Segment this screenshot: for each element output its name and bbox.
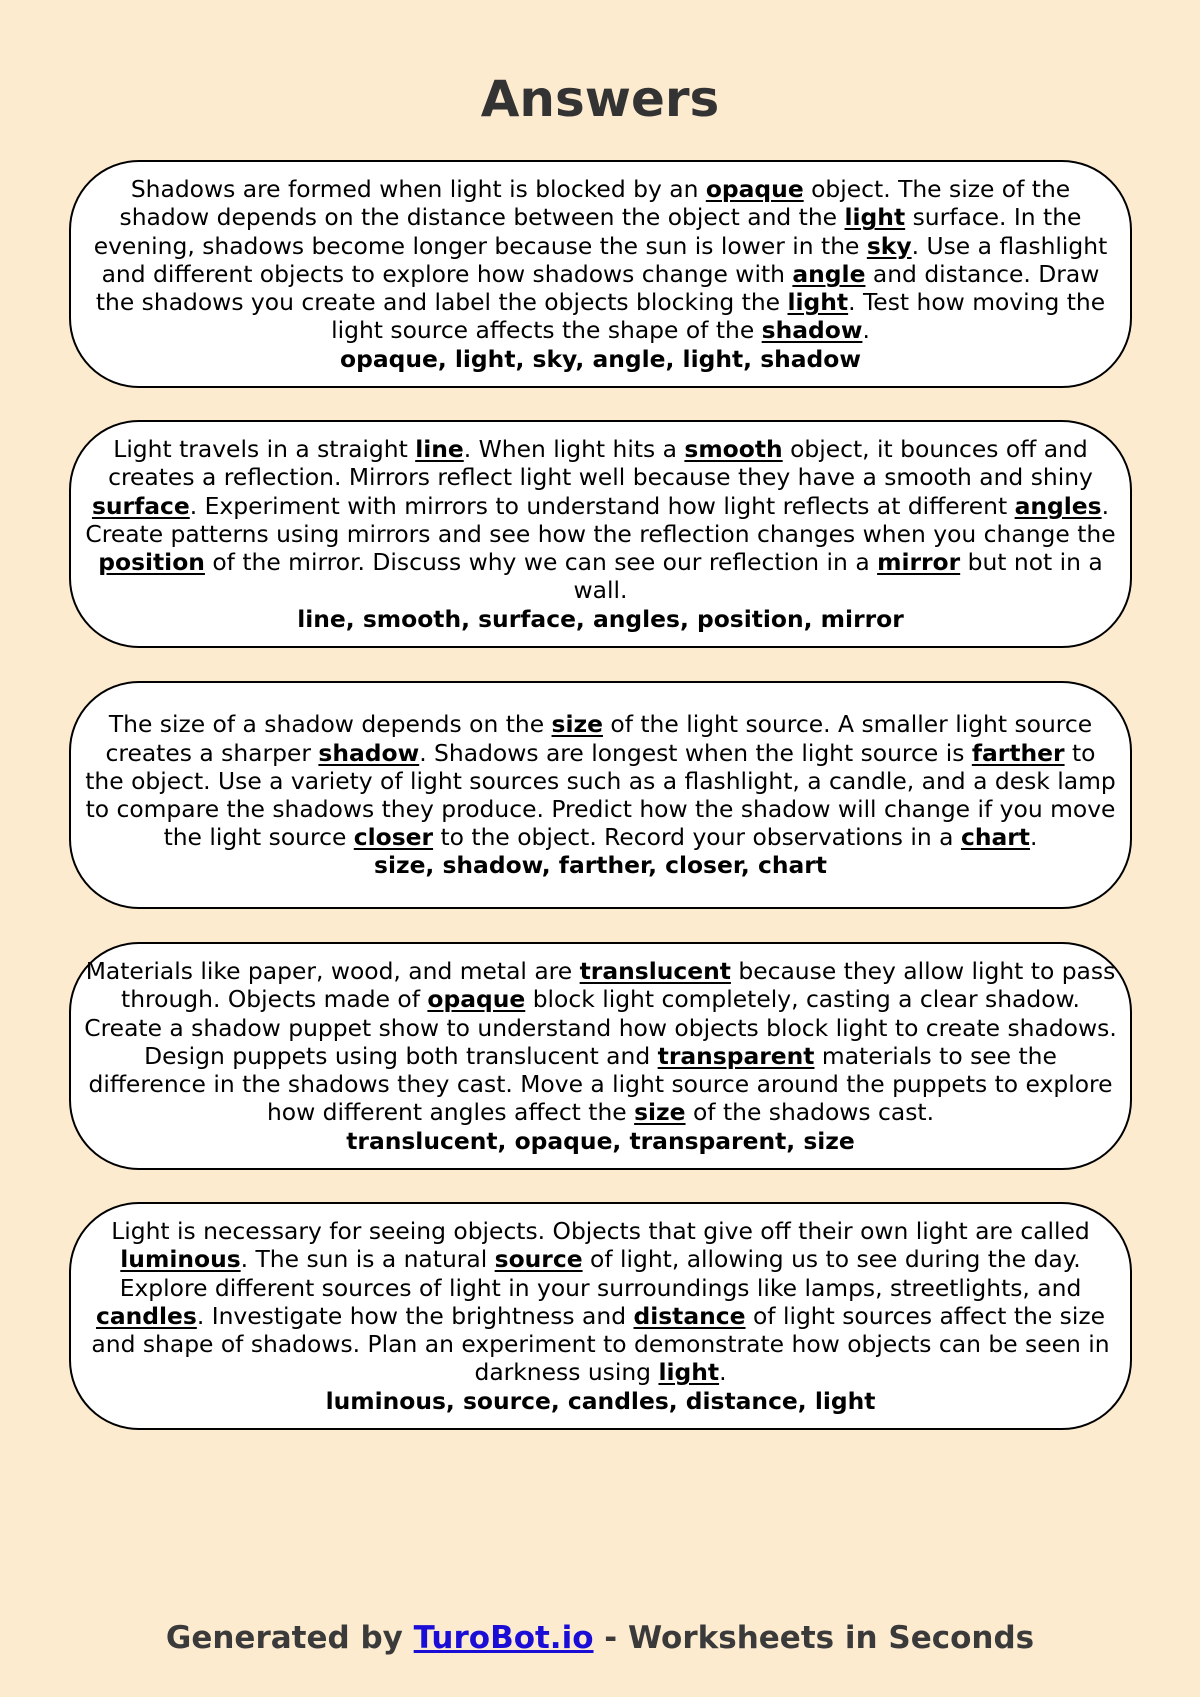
answer-word: opaque bbox=[705, 175, 804, 204]
passage-text: object, it bounces off and creates a reflection. Mirrors reflect light well because they have a smooth and shiny bbox=[108, 435, 1093, 492]
answer-key: size, shadow, farther, closer, chart bbox=[374, 851, 827, 880]
passage-text: block light completely, casting a clear shadow. Create a shadow puppet show to understand how objects block light to create shadows. Design puppets using both translucent and bbox=[84, 985, 1117, 1070]
passage bbox=[83, 957, 1118, 1126]
answer-word: closer bbox=[353, 823, 434, 852]
answer-word: size bbox=[634, 1098, 686, 1127]
answer-word: candles bbox=[95, 1301, 197, 1330]
answer-word: source bbox=[494, 1245, 583, 1274]
answer-box-4 bbox=[69, 942, 1132, 1170]
answer-word: size bbox=[551, 710, 603, 739]
answer-word: shadow bbox=[318, 738, 420, 767]
passage-text: . bbox=[1029, 823, 1038, 852]
passage-text: to the object. Record your observations in a bbox=[433, 823, 961, 852]
answer-word: surface bbox=[91, 491, 190, 520]
answer-key: opaque, light, sky, angle, light, shadow bbox=[340, 344, 861, 373]
answer-key: luminous, source, candles, distance, light bbox=[325, 1386, 876, 1415]
passage bbox=[83, 435, 1118, 604]
passage-text: of the light source. A smaller light source creates a sharper bbox=[105, 710, 1093, 767]
passage-text: but not in a wall. bbox=[573, 548, 1103, 605]
passage-text: The size of a shadow depends on the bbox=[108, 710, 552, 739]
answer-word: transparent bbox=[657, 1041, 815, 1070]
passage-text: . bbox=[862, 316, 870, 345]
passage-text: . Create patterns using mirrors and see how the reflection changes when you change the bbox=[85, 491, 1116, 548]
answer-key: line, smooth, surface, angles, position, mirror bbox=[297, 604, 904, 633]
answer-word: mirror bbox=[877, 548, 961, 577]
passage-text: . Investigate how the brightness and bbox=[196, 1301, 634, 1330]
passage-text: surface. In the evening, shadows become longer because the sun is lower in the bbox=[93, 203, 1082, 260]
footer bbox=[0, 1618, 1200, 1658]
passage-text: . The sun is a natural bbox=[240, 1245, 495, 1274]
passage-text: Materials like paper, wood, and metal are bbox=[85, 957, 580, 986]
passage bbox=[83, 710, 1118, 851]
passage-text: . Use a flashlight and different objects to explore how shadows change with bbox=[101, 231, 1108, 288]
answer-word: farther bbox=[971, 738, 1065, 767]
passage-text: and distance. Draw the shadows you create and label the objects blocking the bbox=[95, 259, 1100, 317]
answer-word: translucent bbox=[579, 957, 731, 986]
passage-text: . When light hits a bbox=[463, 435, 685, 464]
passage-text: . Shadows are longest when the light source is bbox=[419, 738, 972, 767]
answer-word: light bbox=[658, 1358, 720, 1387]
answer-word: chart bbox=[960, 823, 1030, 852]
passage-text: Light is necessary for seeing objects. Objects that give off their own light are called bbox=[111, 1217, 1090, 1246]
passage-text: of light, allowing us to see during the day. Explore different sources of light in your surroundings like lamps, streetlights, and bbox=[119, 1245, 1082, 1302]
answer-word: angles bbox=[1014, 491, 1102, 520]
passage-text: Shadows are formed when light is blocked by an bbox=[130, 175, 706, 204]
answer-box-1 bbox=[69, 160, 1132, 388]
footer-prefix: Generated by bbox=[165, 1620, 414, 1656]
answer-word: light bbox=[844, 203, 906, 232]
passage-text: Light travels in a straight bbox=[113, 435, 416, 464]
answer-key: translucent, opaque, transparent, size bbox=[346, 1126, 855, 1155]
answer-word: shadow bbox=[761, 316, 863, 345]
answer-box-3 bbox=[69, 681, 1132, 909]
turobot-link[interactable]: TuroBot.io bbox=[413, 1620, 594, 1656]
passage-text: . Experiment with mirrors to understand how light reflects at different bbox=[189, 491, 1015, 520]
passage bbox=[83, 1217, 1118, 1386]
passage-text: of the shadows cast. bbox=[685, 1098, 935, 1127]
passage-text: object. The size of the shadow depends on the distance between the object and the bbox=[119, 175, 1071, 232]
answer-word: opaque bbox=[427, 985, 526, 1014]
answer-word: angle bbox=[792, 259, 866, 288]
answer-word: smooth bbox=[684, 435, 783, 464]
answer-word: luminous bbox=[120, 1245, 241, 1274]
answer-word: distance bbox=[633, 1301, 746, 1330]
answer-word: position bbox=[98, 548, 205, 577]
passage-text: . bbox=[719, 1358, 727, 1387]
footer-suffix: - Worksheets in Seconds bbox=[593, 1620, 1035, 1656]
passage-text: . Test how moving the light source affects the shape of the bbox=[331, 288, 1106, 345]
passage-text: of the mirror. Discuss why we can see our reflection in a bbox=[204, 548, 878, 577]
passage-text: to the object. Use a variety of light sources such as a flashlight, a candle, and a desk lamp to compare the shadows they produce. Predict how the shadow will change if you move the light source bbox=[85, 738, 1116, 852]
passage-text: because they allow light to pass through. Objects made of bbox=[121, 957, 1116, 1014]
passage-text: of light sources affect the size and shape of shadows. Plan an experiment to demonstrate how objects can be seen in darkness using bbox=[91, 1301, 1110, 1387]
passage-text: materials to see the difference in the shadows they cast. Move a light source around the puppets to explore how different angles affect the bbox=[88, 1041, 1113, 1127]
answer-word: sky bbox=[866, 231, 912, 260]
answer-word: line bbox=[415, 435, 464, 464]
passage bbox=[83, 175, 1118, 344]
answer-box-2 bbox=[69, 420, 1132, 648]
answer-word: light bbox=[787, 288, 849, 317]
page-title: Answers bbox=[480, 70, 720, 128]
answer-box-5 bbox=[69, 1202, 1132, 1430]
